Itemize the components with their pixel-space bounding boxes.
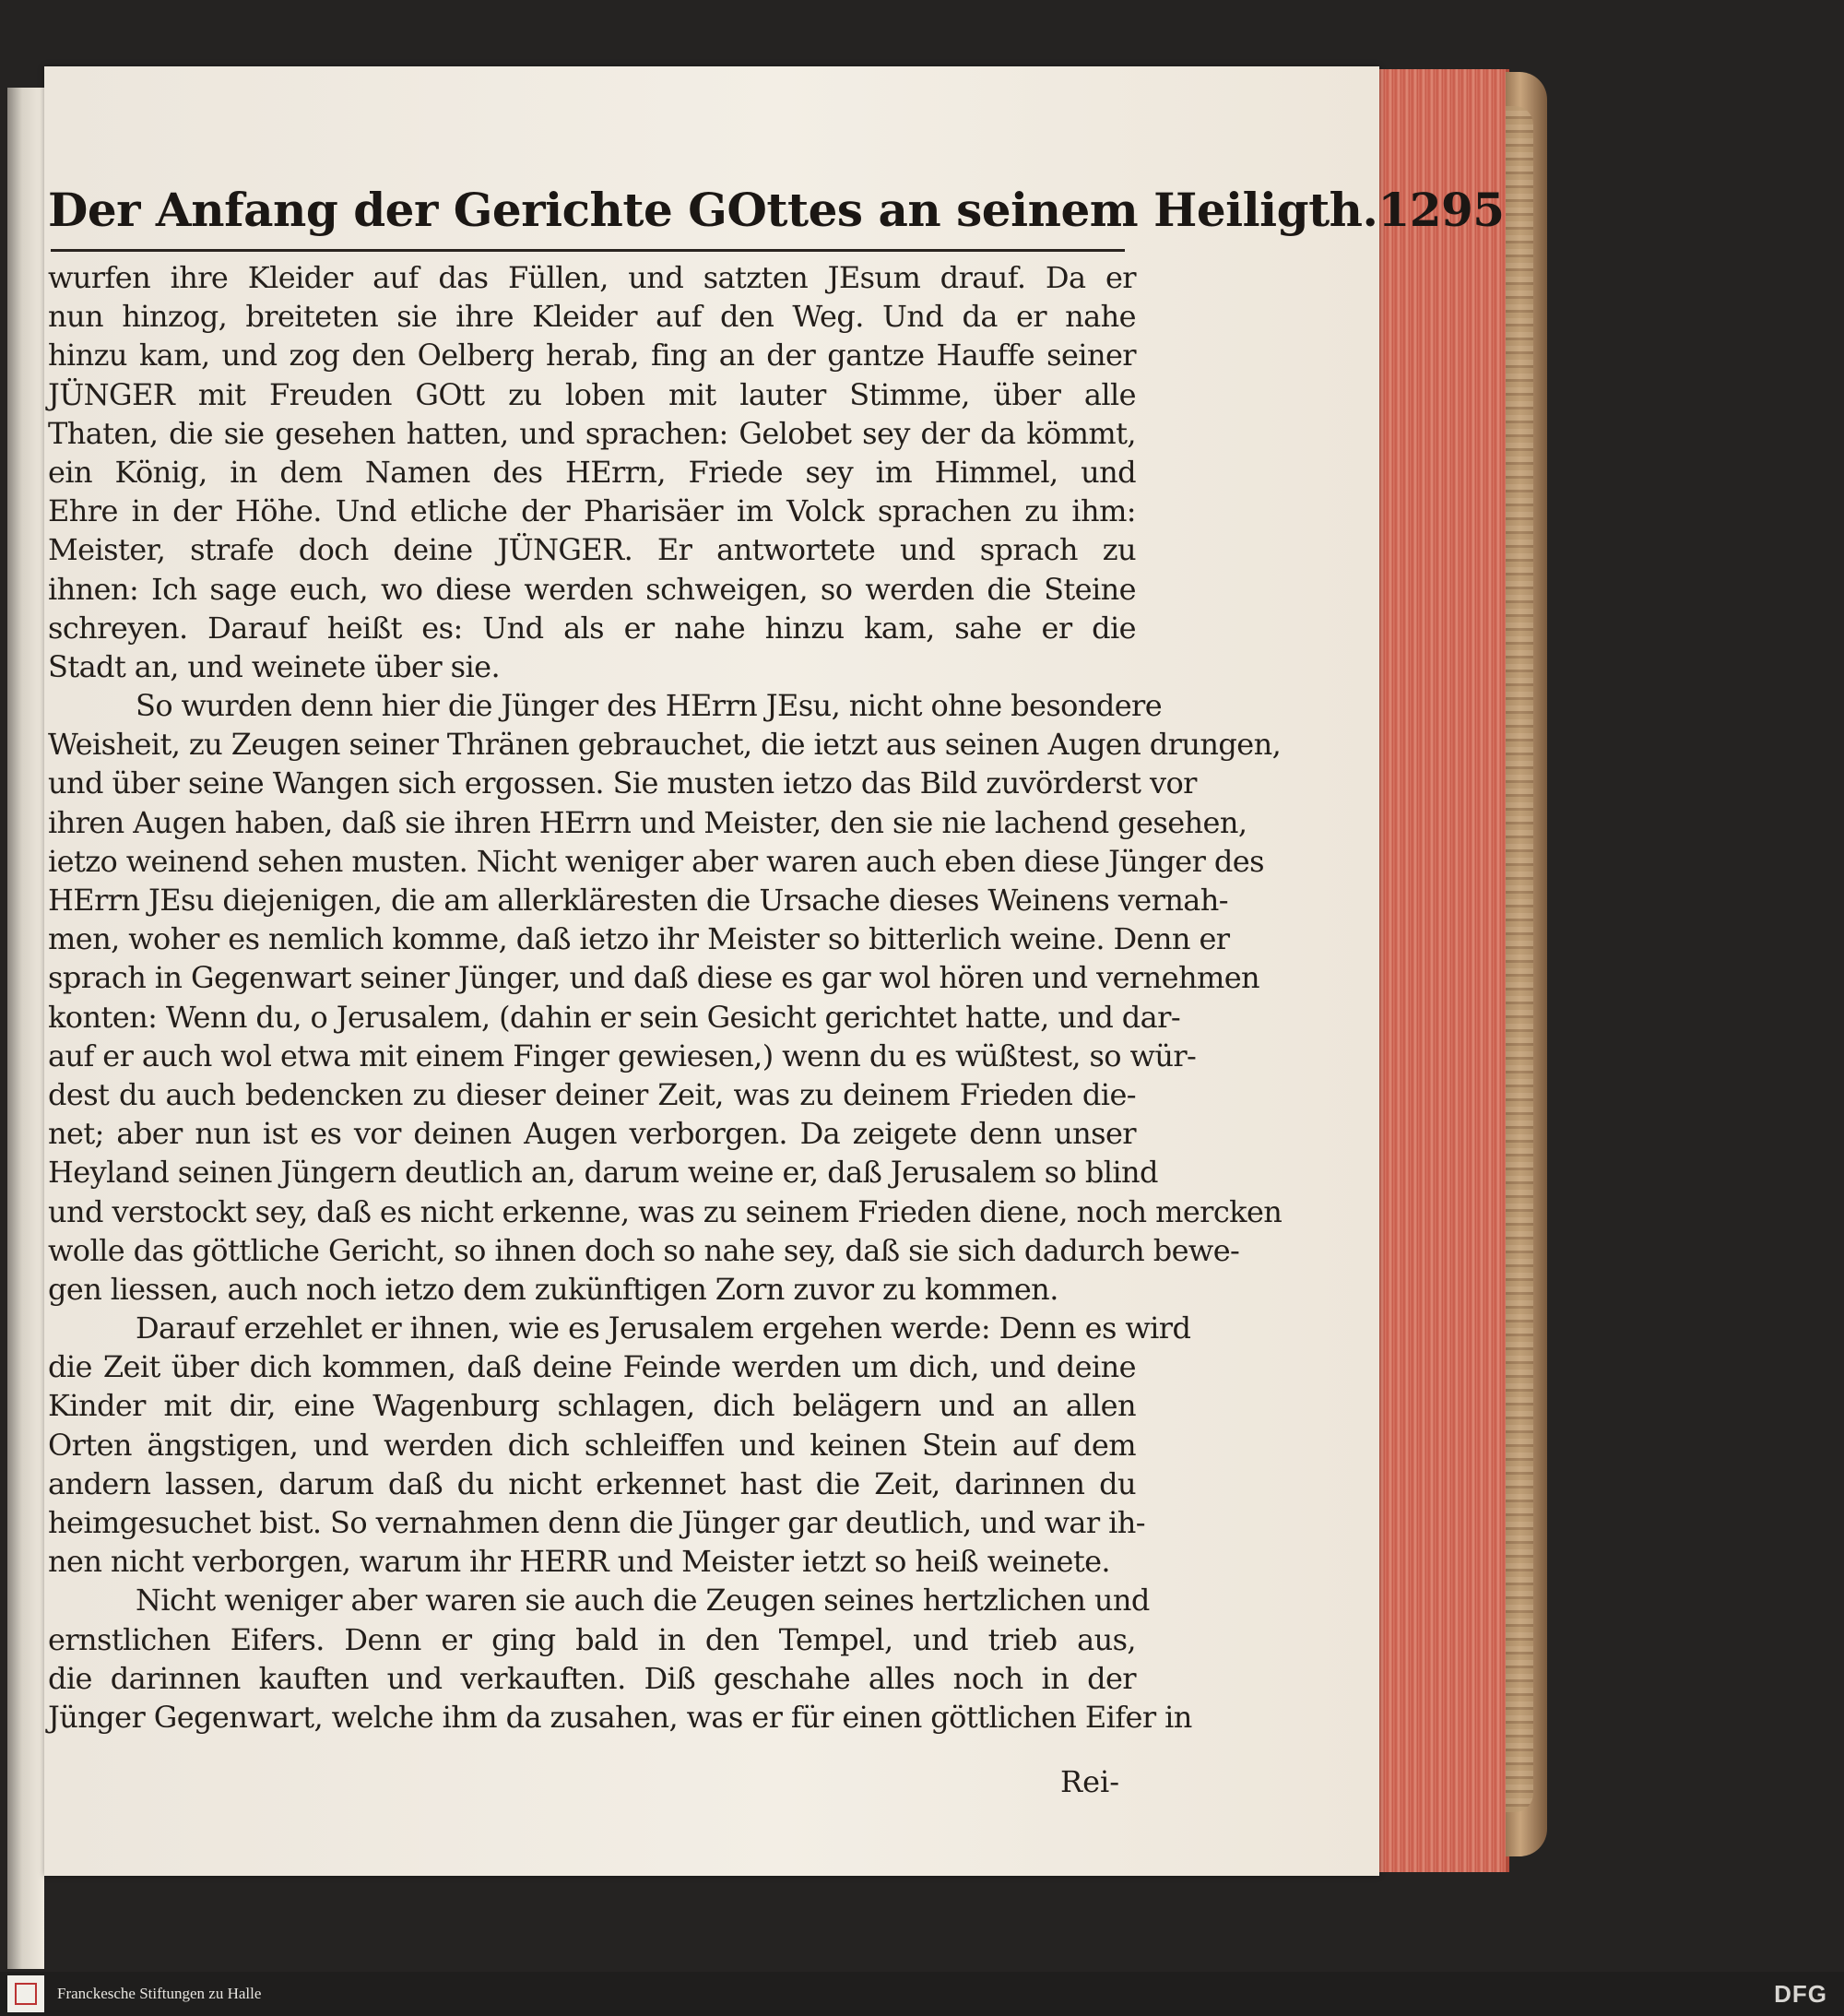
text-line: wurfen ihre Kleider auf das Füllen, und satzten JEsum drauf. Da er [48, 260, 1136, 295]
text-line: dest du auch bedencken zu dieser deiner Zeit, was zu deinem Frieden die- [48, 1076, 1136, 1112]
text-line: wolle das göttliche Gericht, so ihnen doch so nahe sey, daß sie sich dadurch bewe- [48, 1232, 1240, 1268]
page-number: 1295 [1377, 183, 1505, 237]
text-line: nun hinzog, breiteten sie ihre Kleider auf den Weg. Und da er nahe [48, 299, 1136, 335]
text-line: sprach in Gegenwart seiner Jünger, und daß diese es gar wol hören und vernehmen [48, 960, 1260, 996]
text-line: schreyen. Darauf heißt es: Und als er nahe hinzu kam, sahe er die [48, 610, 1136, 646]
running-title: Der Anfang der Gerichte GOttes an seinem Heiligth. [48, 183, 1378, 237]
body-text [48, 258, 1283, 1737]
text-line: ihren Augen haben, daß sie ihren HErrn und Meister, den sie nie lachend gesehen, [48, 804, 1247, 840]
text-line: net; aber nun ist es vor deinen Augen verborgen. Da zeigete denn unser [48, 1116, 1136, 1152]
text-line: und verstockt sey, daß es nicht erkenne, was zu seinem Frieden diene, noch mercken [48, 1193, 1283, 1229]
logo-mark-icon [15, 1983, 37, 2005]
text-line: und über seine Wangen sich ergossen. Sie musten ietzo das Bild zuvörderst vor [48, 765, 1197, 801]
running-header [48, 183, 1505, 237]
text-line: Nicht weniger aber waren sie auch die Zeugen seines hertzlichen und [136, 1583, 1150, 1619]
institution-name[interactable]: Franckesche Stiftungen zu Halle [57, 1985, 262, 2002]
text-line: ein König, in dem Namen des HErrn, Friede sey im Himmel, und [48, 454, 1136, 490]
text-line: men, woher es nemlich komme, daß ietzo ihr Meister so bitterlich weine. Denn er [48, 921, 1230, 957]
text-line: Ehre in der Höhe. Und etliche der Pharisäer im Volck sprachen zu ihm: [48, 493, 1136, 529]
catchword: Rei- [1060, 1764, 1120, 1799]
text-line: Jünger Gegenwart, welche ihm da zusahen, was er für einen göttlichen Eifer in [48, 1699, 1192, 1735]
text-line: Kinder mit dir, eine Wagenburg schlagen, dich belägern und an allen [48, 1388, 1136, 1424]
text-line: auf er auch wol etwa mit einem Finger gewiesen,) wenn du es wüßtest, so wür- [48, 1038, 1197, 1073]
text-line: Darauf erzehlet er ihnen, wie es Jerusalem ergehen werde: Denn es wird [136, 1310, 1191, 1346]
text-line: Weisheit, zu Zeugen seiner Thränen gebrauchet, die ietzt aus seinen Augen drungen, [48, 727, 1282, 763]
text-line: HErrn JEsu diejenigen, die am allerkläresten die Ursache dieses Weinens vernah- [48, 883, 1228, 918]
text-line: Stadt an, und weinete über sie. [48, 648, 501, 684]
text-line: hinzu kam, und zog den Oelberg herab, fing an der gantze Hauffe seiner [48, 338, 1136, 374]
text-line: heimgesuchet bist. So vernahmen denn die Jünger gar deutlich, und war ih- [48, 1505, 1145, 1540]
text-line: ihnen: Ich sage euch, wo diese werden schweigen, so werden die Steine [48, 571, 1136, 607]
text-line: Orten ängstigen, und werden dich schleiffen und keinen Stein auf dem [48, 1427, 1136, 1463]
viewer-footer [0, 1972, 1844, 2016]
text-line: nen nicht verborgen, warum ihr HERR und Meister ietzt so heiß weinete. [48, 1544, 1110, 1580]
dfg-logo[interactable]: DFG [1774, 1980, 1827, 2008]
red-page-edges [1377, 69, 1509, 1872]
text-line: ernstlichen Eifers. Denn er ging bald in den Tempel, und trieb aus, [48, 1621, 1136, 1657]
text-line: Meister, strafe doch deine JÜNGER. Er antwortete und sprach zu [48, 532, 1136, 568]
text-line: die darinnen kauften und verkauften. Diß geschahe alles noch in der [48, 1660, 1136, 1696]
text-line: So wurden denn hier die Jünger des HErrn JEsu, nicht ohne besondere [136, 688, 1163, 724]
text-line: konten: Wenn du, o Jerusalem, (dahin er sein Gesicht gerichtet hatte, und dar- [48, 999, 1181, 1035]
text-line: Thaten, die sie gesehen hatten, und sprachen: Gelobet sey der da kömmt, [48, 415, 1136, 451]
text-line: die Zeit über dich kommen, daß deine Feinde werden um dich, und deine [48, 1349, 1136, 1385]
text-line: andern lassen, darum daß du nicht erkennet hast die Zeit, darinnen du [48, 1465, 1136, 1501]
institution-logo[interactable] [7, 1975, 44, 2012]
text-line: JÜNGER mit Freuden GOtt zu loben mit lauter Stimme, über alle [48, 376, 1136, 412]
facing-page-edge [7, 88, 44, 1969]
text-line: Heyland seinen Jüngern deutlich an, darum weine er, daß Jerusalem so blind [48, 1155, 1158, 1191]
text-line: ietzo weinend sehen musten. Nicht weniger aber waren auch eben diese Jünger des [48, 843, 1264, 879]
marbled-cover-edge [1506, 106, 1533, 1812]
header-rule [51, 249, 1125, 252]
text-line: gen liessen, auch noch ietzo dem zukünftigen Zorn zuvor zu kommen. [48, 1271, 1058, 1307]
